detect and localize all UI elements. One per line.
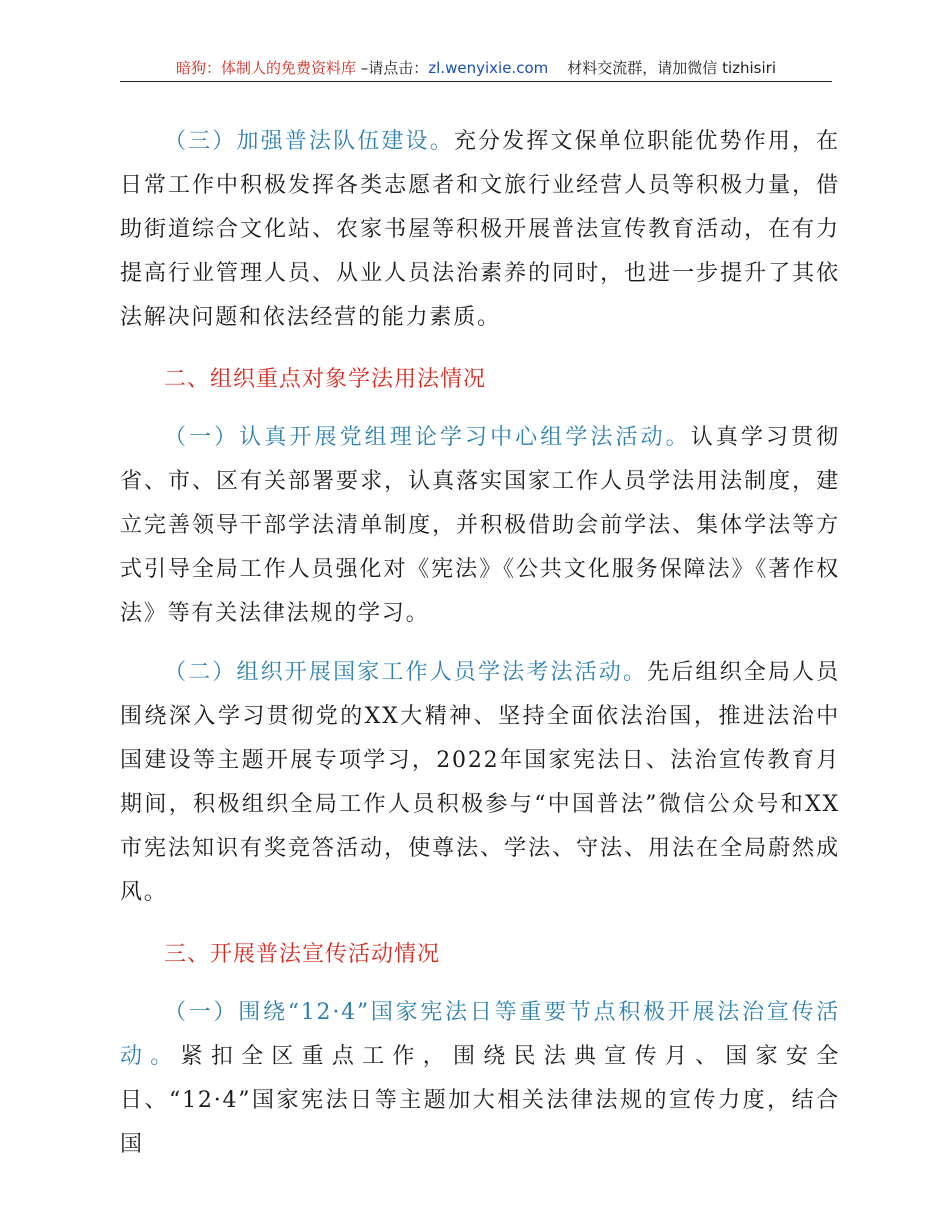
document-body: [120, 120, 840, 1182]
paragraph-staff-law-exam: [120, 651, 840, 915]
header-divider: [120, 81, 832, 82]
header-url-link[interactable]: zl.wenyixie.com: [428, 59, 549, 77]
paragraph-central-group-study: [120, 416, 840, 636]
paragraph-lead: （一）围绕“12·4”国家宪法日等重要节点积极开展法治宣传活动。: [120, 1000, 840, 1069]
paragraph-lead: （二）组织开展国家工作人员学法考法活动。: [164, 660, 648, 685]
header-click-prefix: –请点击：: [356, 59, 429, 77]
header-brand: 暗狗：体制人的免费资料库: [176, 59, 357, 77]
paragraph-body: 认真学习贯彻省、市、区有关部署要求，认真落实国家工作人员学法用法制度，建立完善领导干部学法清单制度，并积极借助会前学法、集体学法等方式引导全局工作人员强化对《宪法》《公共文化服务保障法》《著作权法》等有关法律法规的学习。: [120, 425, 840, 626]
section-heading-2: 二、组织重点对象学法用法情况: [164, 367, 487, 392]
page-header: [120, 58, 832, 78]
paragraph-body: 先后组织全局人员围绕深入学习贯彻党的XX大精神、坚持全面依法治国，推进法治中国建设等主题开展专项学习，2022年国家宪法日、法治宣传教育月期间，积极组织全局工作人员积极参与“中国普法”微信公众号和XX市宪法知识有奖竞答活动，使尊法、学法、守法、用法在全局蔚然成风。: [120, 660, 840, 905]
section-heading-3: 三、开展普法宣传活动情况: [164, 942, 441, 967]
paragraph-body: 充分发挥文保单位职能优势作用，在日常工作中积极发挥各类志愿者和文旅行业经营人员等积极力量，借助街道综合文化站、农家书屋等积极开展普法宣传教育活动，在有力提高行业管理人员、从业人员法治素养的同时，也进一步提升了其依法解决问题和依法经营的能力素质。: [120, 129, 840, 330]
header-group-text: 材料交流群，请加微信 tizhisiri: [548, 59, 776, 77]
paragraph-body: 紧扣全区重点工作，围绕民法典宣传月、国家安全日、“12·4”国家宪法日等主题加大相关法律法规的宣传力度，结合国: [120, 1044, 840, 1157]
paragraph-lead: （一）认真开展党组理论学习中心组学法活动。: [164, 425, 691, 450]
paragraph-strengthen-team: [120, 120, 840, 340]
paragraph-lead: （三）加强普法队伍建设。: [164, 129, 454, 154]
paragraph-constitution-day: [120, 991, 840, 1167]
